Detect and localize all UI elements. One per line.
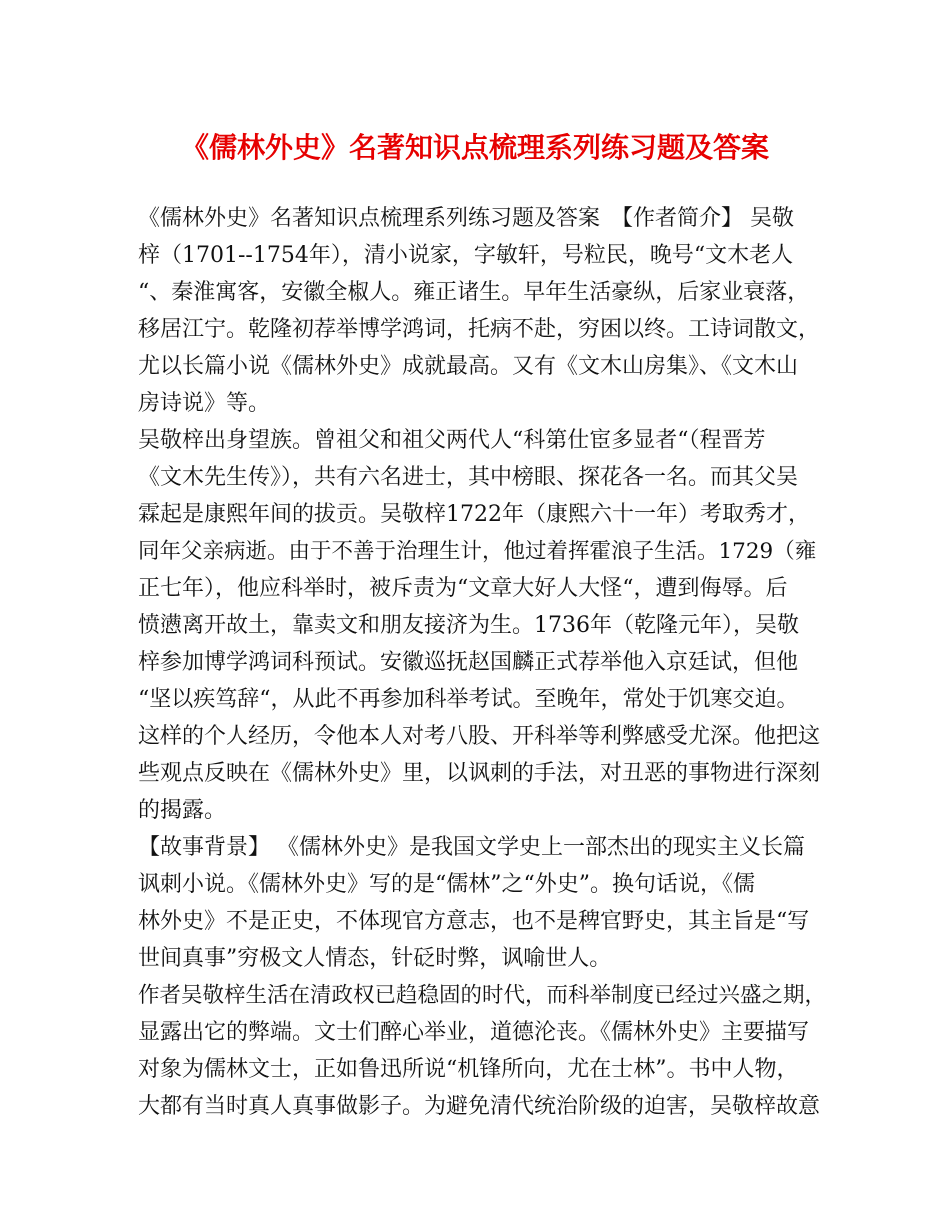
text-line: 梓（1701--1754年），清小说家，字敏轩，号粒民，晚号“文木老人 (138, 243, 794, 268)
text-line: 房诗说》等。 (138, 391, 271, 416)
text-line: 霖起是康熙年间的拔贡。吴敬梓1722年（康熙六十一年）考取秀才， (138, 502, 810, 527)
text-line: 讽刺小说。《儒林外史》写的是“儒林”之“外史”。换句话说，《儒 (138, 872, 755, 897)
text-line: “坚以疾笃辞“，从此不再参加科举考试。至晚年，常处于饥寒交迫。 (138, 687, 799, 712)
text-line: “、秦淮寓客，安徽全椒人。雍正诸生。早年生活豪纵，后家业衰落， (138, 280, 810, 305)
text-line: 作者吴敬梓生活在清政权已趋稳固的时代，而科举制度已经过兴盛之期， (138, 983, 827, 1008)
text-line: 愤懑离开故土，靠卖文和朋友接济为生。1736年（乾隆元年），吴敬 (138, 613, 799, 638)
text-line: 吴敬梓出身望族。曾祖父和祖父两代人“科第仕宦多显者“（程晋芳 (138, 428, 766, 453)
text-line: 大都有当时真人真事做影子。为避免清代统治阶级的迫害，吴敬梓故意 (138, 1094, 821, 1119)
text-line: 《文木先生传》），共有六名进士，其中榜眼、探花各一名。而其父吴 (138, 465, 799, 490)
document-body (138, 200, 827, 1125)
text-line: 这样的个人经历，令他本人对考八股、开科举等利弊感受尤深。他把这 (138, 724, 821, 749)
text-line: 正七年），他应科举时，被斥责为“文章大好人大怪“，遭到侮辱。后 (138, 576, 788, 601)
text-line: 同年父亲病逝。由于不善于治理生计，他过着挥霍浪子生活。1729（雍 (138, 539, 817, 564)
text-line: 些观点反映在《儒林外史》里，以讽刺的手法，对丑恶的事物进行深刻 (138, 761, 821, 786)
text-line: 移居江宁。乾隆初荐举博学鸿词，托病不赴，穷困以终。工诗词散文， (138, 317, 821, 342)
document-title: 《儒林外史》名著知识点梳理系列练习题及答案 (180, 131, 769, 164)
text-line: 尤以长篇小说《儒林外史》成就最高。又有《文木山房集》、《文木山 (138, 354, 799, 379)
text-line: 《儒林外史》名著知识点梳理系列练习题及答案 【作者简介】 吴敬 (138, 206, 794, 231)
text-line: 对象为儒林文士，正如鲁迅所说“机锋所向，尤在士林”。书中人物， (138, 1057, 799, 1082)
text-line: 【故事背景】 《儒林外史》是我国文学史上一部杰出的现实主义长篇 (138, 835, 805, 860)
text-line: 林外史》不是正史，不体现官方意志，也不是稗官野史，其主旨是“写 (138, 909, 810, 934)
text-line: 的揭露。 (138, 798, 227, 823)
text-line: 世间真事”穷极文人情态，针砭时弊，讽喻世人。 (138, 946, 612, 971)
text-line: 显露出它的弊端。文士们醉心举业，道德沦丧。《儒林外史》主要描写 (138, 1020, 810, 1045)
text-line: 梓参加博学鸿词科预试。安徽巡抚赵国麟正式荐举他入京廷试，但他 (138, 650, 799, 675)
